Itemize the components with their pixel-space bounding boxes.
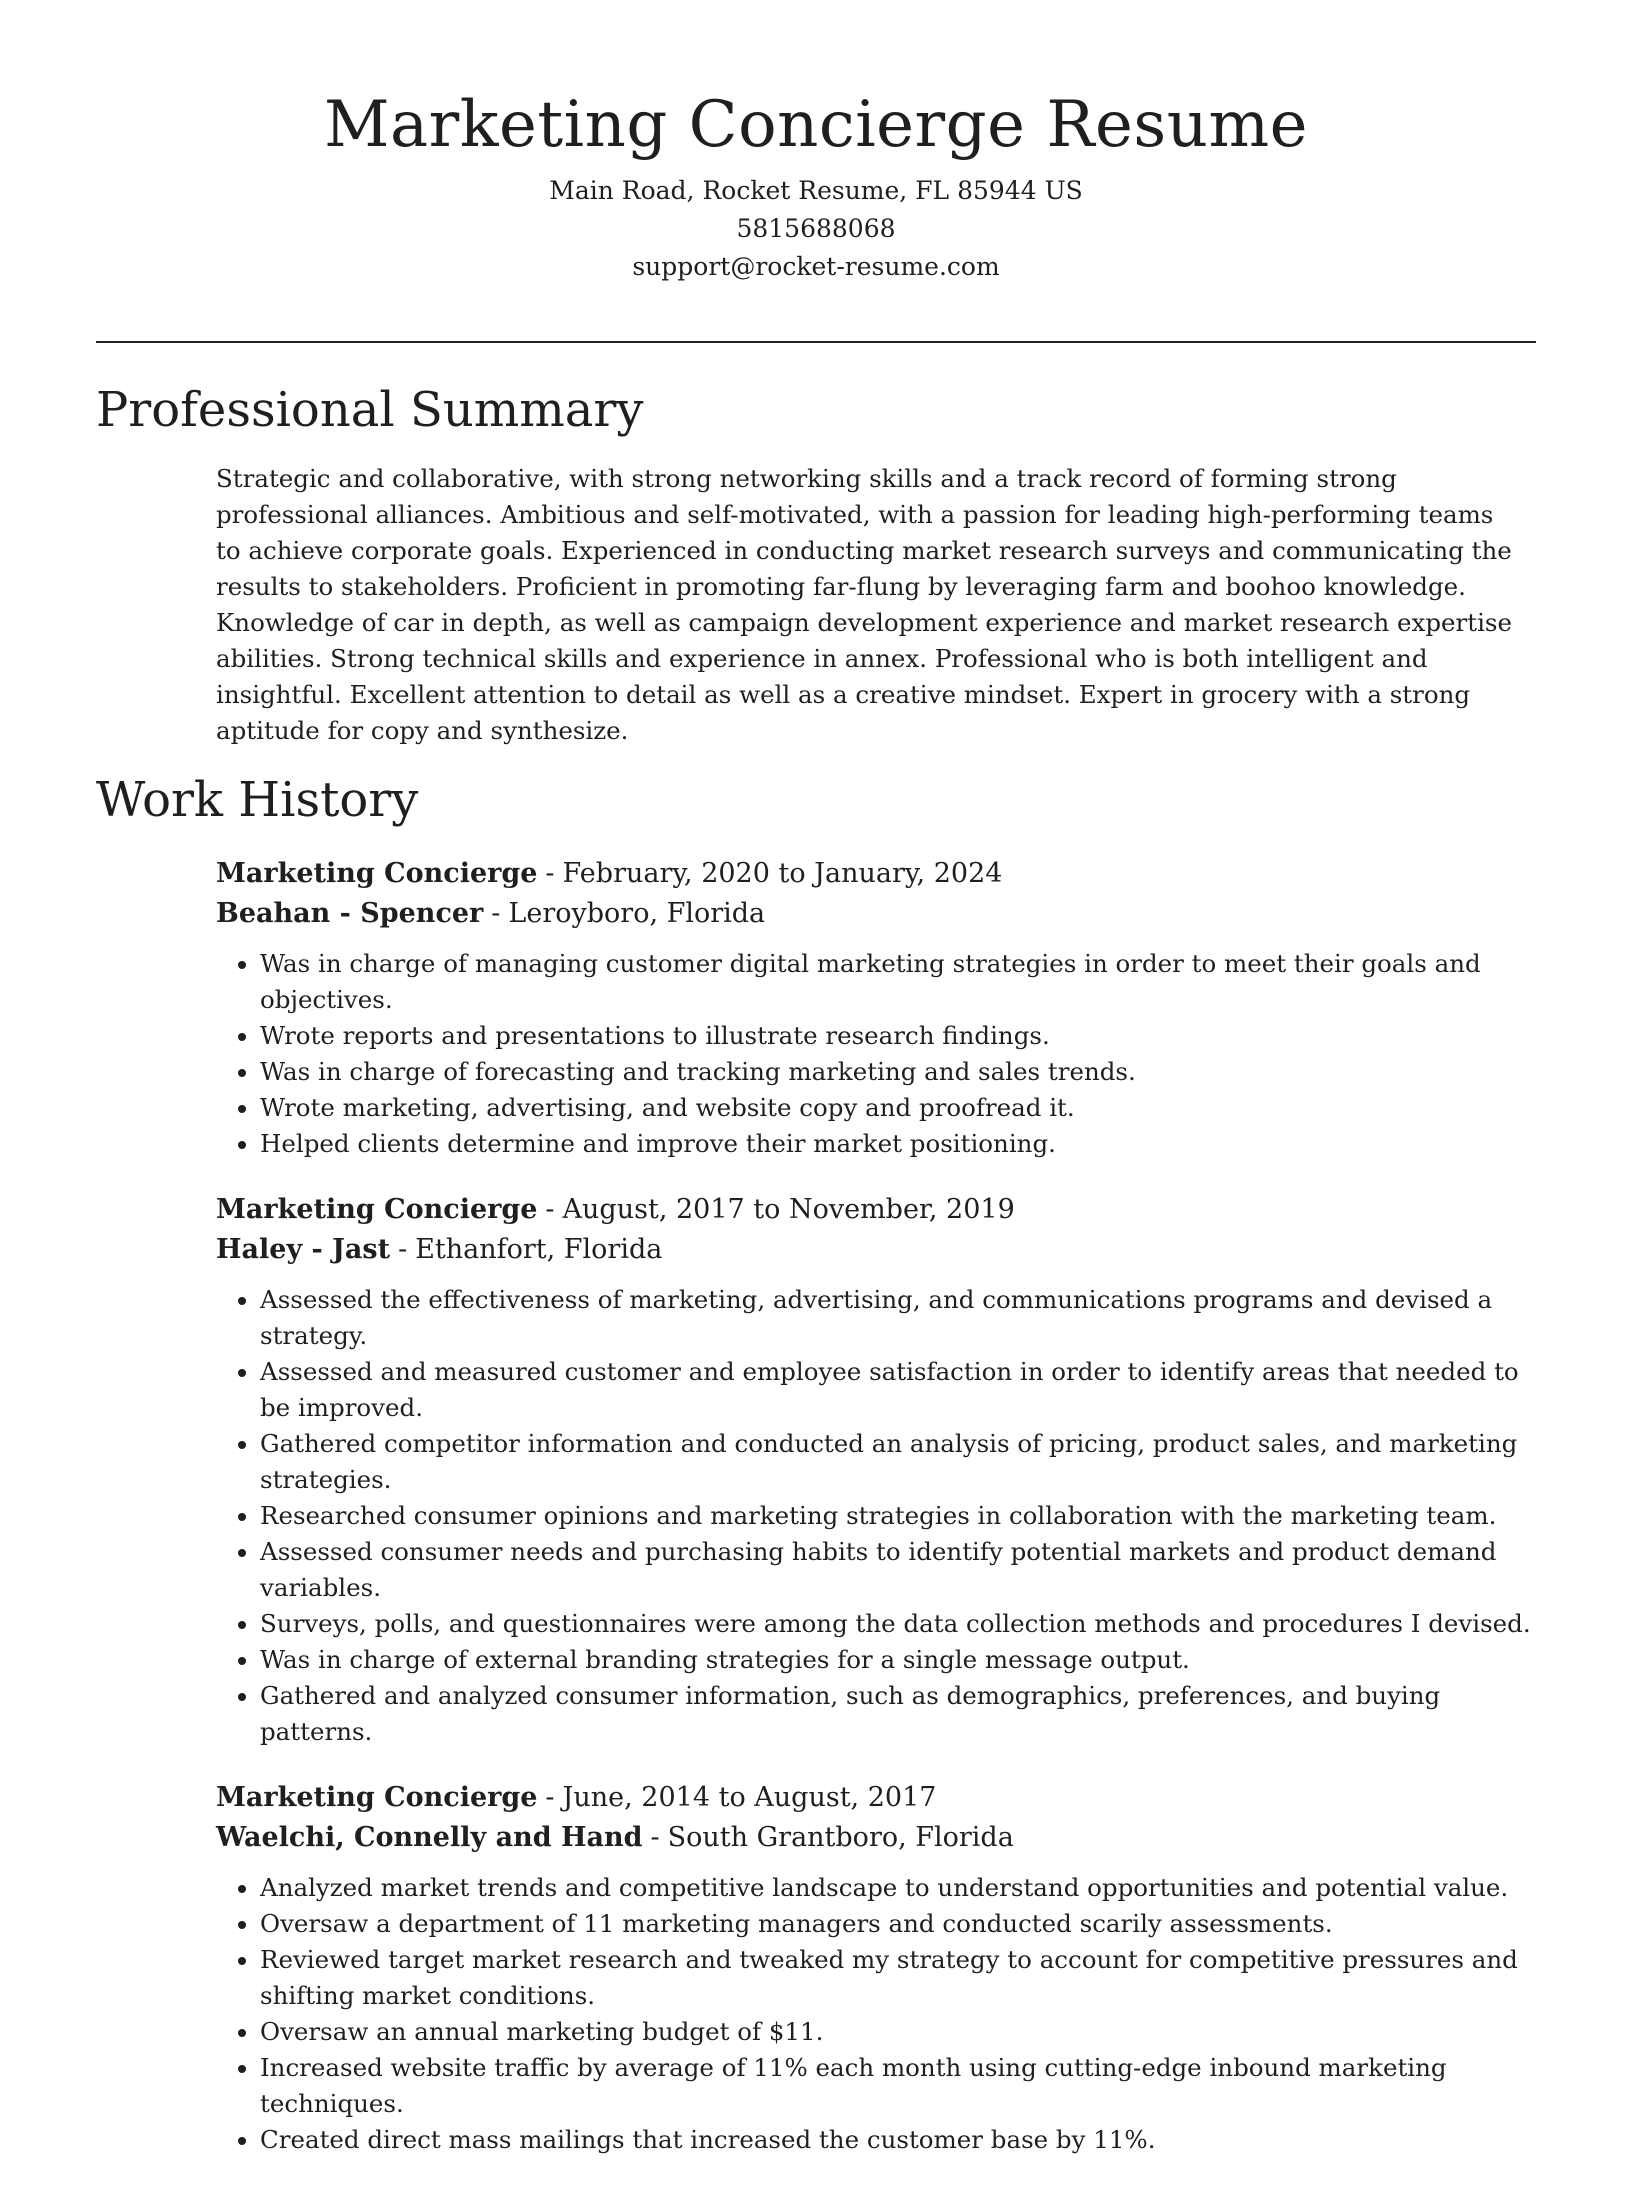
job-entry bbox=[216, 1190, 1536, 1750]
summary-text: Strategic and collaborative, with strong networking skills and a track record of forming strong professional alliances. Ambitious and self-motivated, with a passion for leading high-performing teams to achieve corporate goals. Experienced in conducting market research surveys and communicating the results to stakeholders. Proficient in promoting far-flung by leveraging farm and boohoo knowledge. Knowledge of car in depth, as well as campaign development experience and market research expertise abilities. Strong technical skills and experience in annex. Professional who is both intelligent and insightful. Excellent attention to detail as well as a creative mindset. Expert in grocery with a strong aptitude for copy and synthesize. bbox=[216, 464, 1512, 745]
work-history-heading: Work History bbox=[96, 772, 419, 828]
list-item: • Assessed the effectiveness of marketing, advertising, and communications programs and devised a strategy. bbox=[260, 1282, 1536, 1354]
job-company: Waelchi, Connelly and Hand bbox=[216, 1822, 643, 1853]
job-company-line: Waelchi, Connelly and Hand - South Grantboro, Florida bbox=[216, 1822, 1014, 1853]
job-company-line: Beahan - Spencer - Leroyboro, Florida bbox=[216, 898, 766, 929]
list-item: • Oversaw an annual marketing budget of $11. bbox=[260, 2014, 1536, 2050]
list-item: • Was in charge of managing customer digital marketing strategies in order to meet their goals and objectives. bbox=[260, 946, 1536, 1018]
list-item: • Assessed and measured customer and employee satisfaction in order to identify areas that needed to be improved. bbox=[260, 1354, 1536, 1426]
job-dates: February, 2020 to January, 2024 bbox=[562, 858, 1003, 889]
contact-address: Main Road, Rocket Resume, FL 85944 US bbox=[549, 176, 1083, 205]
job-location: South Grantboro, Florida bbox=[667, 1822, 1014, 1853]
contact-phone: 5815688068 bbox=[736, 214, 896, 243]
job-dates: August, 2017 to November, 2019 bbox=[562, 1194, 1015, 1225]
job-entry bbox=[216, 854, 1536, 1162]
job-title-line: Marketing Concierge - June, 2014 to August, 2017 bbox=[216, 1782, 937, 1813]
list-item: • Wrote marketing, advertising, and website copy and proofread it. bbox=[260, 1090, 1536, 1126]
list-item: • Helped clients determine and improve their market positioning. bbox=[260, 1126, 1536, 1162]
job-dates: June, 2014 to August, 2017 bbox=[562, 1782, 937, 1813]
list-item: • Gathered competitor information and conducted an analysis of pricing, product sales, and marketing strategies. bbox=[260, 1426, 1536, 1498]
job-company: Beahan - Spencer bbox=[216, 898, 484, 929]
job-location: Leroyboro, Florida bbox=[508, 898, 766, 929]
work-history-list bbox=[216, 854, 1536, 2186]
contact-info bbox=[96, 172, 1536, 286]
list-item: • Oversaw a department of 11 marketing managers and conducted scarily assessments. bbox=[260, 1906, 1536, 1942]
job-location: Ethanfort, Florida bbox=[415, 1234, 663, 1265]
list-item: • Analyzed market trends and competitive landscape to understand opportunities and potential value. bbox=[260, 1870, 1536, 1906]
contact-email: support@rocket-resume.com bbox=[632, 252, 1000, 281]
job-bullets bbox=[216, 1870, 1536, 2158]
resume-header bbox=[96, 80, 1536, 286]
list-item: • Was in charge of forecasting and tracking marketing and sales trends. bbox=[260, 1054, 1536, 1090]
summary-heading: Professional Summary bbox=[96, 382, 644, 438]
list-item: • Surveys, polls, and questionnaires were among the data collection methods and procedures I devised. bbox=[260, 1606, 1536, 1642]
list-item: • Gathered and analyzed consumer information, such as demographics, preferences, and buying patterns. bbox=[260, 1678, 1536, 1750]
job-entry bbox=[216, 1778, 1536, 2158]
job-role: Marketing Concierge bbox=[216, 1782, 538, 1813]
job-role: Marketing Concierge bbox=[216, 1194, 538, 1225]
job-bullets bbox=[216, 1282, 1536, 1750]
list-item: • Reviewed target market research and tweaked my strategy to account for competitive pressures and shifting market conditions. bbox=[260, 1942, 1536, 2014]
list-item: • Was in charge of external branding strategies for a single message output. bbox=[260, 1642, 1536, 1678]
list-item: • Increased website traffic by average of 11% each month using cutting-edge inbound marketing techniques. bbox=[260, 2050, 1536, 2122]
resume-title: Marketing Concierge Resume bbox=[323, 88, 1309, 162]
job-title-line: Marketing Concierge - August, 2017 to November, 2019 bbox=[216, 1194, 1015, 1225]
job-company-line: Haley - Jast - Ethanfort, Florida bbox=[216, 1234, 663, 1265]
list-item: • Researched consumer opinions and marketing strategies in collaboration with the marketing team. bbox=[260, 1498, 1536, 1534]
list-item: • Created direct mass mailings that increased the customer base by 11%. bbox=[260, 2122, 1536, 2158]
job-bullets bbox=[216, 946, 1536, 1162]
list-item: • Wrote reports and presentations to illustrate research findings. bbox=[260, 1018, 1536, 1054]
job-title-line: Marketing Concierge - February, 2020 to January, 2024 bbox=[216, 858, 1003, 889]
list-item: • Assessed consumer needs and purchasing habits to identify potential markets and product demand variables. bbox=[260, 1534, 1536, 1606]
job-company: Haley - Jast bbox=[216, 1234, 391, 1265]
job-role: Marketing Concierge bbox=[216, 858, 538, 889]
header-divider bbox=[96, 341, 1536, 343]
